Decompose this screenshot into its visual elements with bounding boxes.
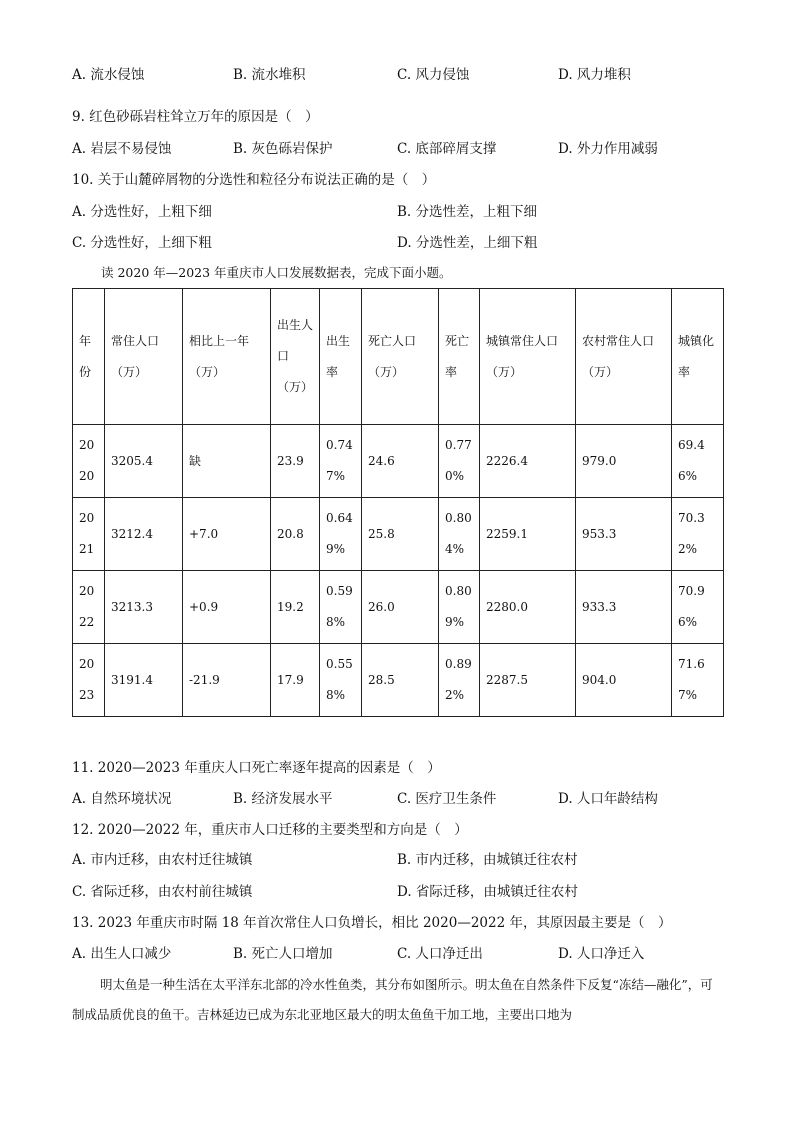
- q10-stem: 10. 关于山麓碎屑物的分选性和粒径分布说法正确的是（ ）: [72, 172, 436, 188]
- q9-stem: 9. 红色砂砾岩柱耸立万年的原因是（ ）: [72, 109, 319, 125]
- cell-urbanization-rate: 69.46%: [672, 425, 724, 498]
- cell-death-rate: 0.770%: [439, 425, 480, 498]
- cell-death-rate: 0.892%: [439, 644, 480, 717]
- cell-deaths: 28.5: [362, 644, 439, 717]
- table-intro: 读 2020 年—2023 年重庆市人口发展数据表，完成下面小题。: [101, 265, 452, 280]
- q11-option-b: B. 经济发展水平: [233, 791, 333, 807]
- q13-option-b: B. 死亡人口增加: [233, 946, 333, 962]
- cell-change: 缺: [183, 425, 271, 498]
- cell-births: 19.2: [271, 571, 320, 644]
- q10-option-d: D. 分选性差，上细下粗: [397, 235, 538, 251]
- q12-option-a: A. 市内迁移，由农村迁往城镇: [72, 852, 253, 868]
- q12-option-d: D. 省际迁移，由城镇迁往农村: [397, 884, 578, 900]
- cell-death-rate: 0.804%: [439, 498, 480, 571]
- cell-births: 17.9: [271, 644, 320, 717]
- q13-option-c: C. 人口净迁出: [397, 946, 483, 962]
- cell-urbanization-rate: 71.67%: [672, 644, 724, 717]
- q12-stem: 12. 2020—2022 年，重庆市人口迁移的主要类型和方向是（ ）: [72, 822, 468, 838]
- q13-option-d: D. 人口净迁入: [558, 946, 645, 962]
- q11-option-c: C. 医疗卫生条件: [397, 791, 497, 807]
- cell-deaths: 24.6: [362, 425, 439, 498]
- header-death-rate: 死亡率: [439, 289, 480, 425]
- cell-birth-rate: 0.747%: [320, 425, 362, 498]
- q9-option-d: D. 外力作用减弱: [558, 141, 658, 157]
- cell-birth-rate: 0.558%: [320, 644, 362, 717]
- cell-resident-population: 3205.4: [105, 425, 183, 498]
- cell-rural-population: 953.3: [576, 498, 672, 571]
- header-urban-population: 城镇常住人口（万）: [480, 289, 576, 425]
- q8-option-a: A. 流水侵蚀: [72, 67, 145, 83]
- q9-option-a: A. 岩层不易侵蚀: [72, 141, 172, 157]
- cell-births: 20.8: [271, 498, 320, 571]
- q13-option-a: A. 出生人口减少: [72, 946, 172, 962]
- table-row: [73, 425, 724, 498]
- header-resident-population: 常住人口（万）: [105, 289, 183, 425]
- q10-option-b: B. 分选性差，上粗下细: [397, 204, 538, 220]
- q11-option-a: A. 自然环境状况: [72, 791, 172, 807]
- header-deaths: 死亡人口（万）: [362, 289, 439, 425]
- q8-option-b: B. 流水堆积: [233, 67, 306, 83]
- header-change-from-last-year: 相比上一年（万）: [183, 289, 271, 425]
- cell-year: 2023: [73, 644, 105, 717]
- header-rural-population: 农村常住人口（万）: [576, 289, 672, 425]
- cell-change: -21.9: [183, 644, 271, 717]
- cell-rural-population: 933.3: [576, 571, 672, 644]
- cell-urbanization-rate: 70.96%: [672, 571, 724, 644]
- cell-resident-population: 3213.3: [105, 571, 183, 644]
- cell-urbanization-rate: 70.32%: [672, 498, 724, 571]
- cell-birth-rate: 0.649%: [320, 498, 362, 571]
- cell-year: 2021: [73, 498, 105, 571]
- cell-year: 2020: [73, 425, 105, 498]
- cell-urban-population: 2280.0: [480, 571, 576, 644]
- cell-rural-population: 904.0: [576, 644, 672, 717]
- q10-option-c: C. 分选性好，上细下粗: [72, 235, 212, 251]
- q9-option-c: C. 底部碎屑支撑: [397, 141, 497, 157]
- table-row: [73, 644, 724, 717]
- population-table: [72, 288, 724, 717]
- cell-death-rate: 0.809%: [439, 571, 480, 644]
- header-birth-rate: 出生率: [320, 289, 362, 425]
- cell-change: +0.9: [183, 571, 271, 644]
- cell-resident-population: 3191.4: [105, 644, 183, 717]
- q9-option-b: B. 灰色砾岩保护: [233, 141, 333, 157]
- passage-text: 明太鱼是一种生活在太平洋东北部的冷水性鱼类，其分布如图所示。明太鱼在自然条件下反复“冻结—融化”，可制成品质优良的鱼干。吉林延边已成为东北亚地区最大的明太鱼鱼干加工地，主要出口地为: [72, 977, 713, 1022]
- q12-option-c: C. 省际迁移，由农村前往城镇: [72, 884, 253, 900]
- table-row: [73, 571, 724, 644]
- cell-change: +7.0: [183, 498, 271, 571]
- header-urbanization-rate: 城镇化率: [672, 289, 724, 425]
- cell-urban-population: 2259.1: [480, 498, 576, 571]
- cell-year: 2022: [73, 571, 105, 644]
- q8-option-c: C. 风力侵蚀: [397, 67, 470, 83]
- q12-option-b: B. 市内迁移，由城镇迁往农村: [397, 852, 578, 868]
- table-row: [73, 498, 724, 571]
- cell-rural-population: 979.0: [576, 425, 672, 498]
- q11-option-d: D. 人口年龄结构: [558, 791, 658, 807]
- q8-option-d: D. 风力堆积: [558, 67, 631, 83]
- table-header-row: [73, 289, 724, 425]
- cell-resident-population: 3212.4: [105, 498, 183, 571]
- q13-stem: 13. 2023 年重庆市时隔 18 年首次常住人口负增长，相比 2020—2022 年，其原因最主要是（ ）: [72, 915, 672, 931]
- header-year: 年份: [73, 289, 105, 425]
- header-births: 出生人口（万）: [271, 289, 320, 425]
- cell-urban-population: 2287.5: [480, 644, 576, 717]
- cell-birth-rate: 0.598%: [320, 571, 362, 644]
- cell-deaths: 26.0: [362, 571, 439, 644]
- cell-births: 23.9: [271, 425, 320, 498]
- cell-urban-population: 2226.4: [480, 425, 576, 498]
- q11-stem: 11. 2020—2023 年重庆人口死亡率逐年提高的因素是（ ）: [72, 760, 441, 776]
- cell-deaths: 25.8: [362, 498, 439, 571]
- q10-option-a: A. 分选性好，上粗下细: [72, 204, 212, 220]
